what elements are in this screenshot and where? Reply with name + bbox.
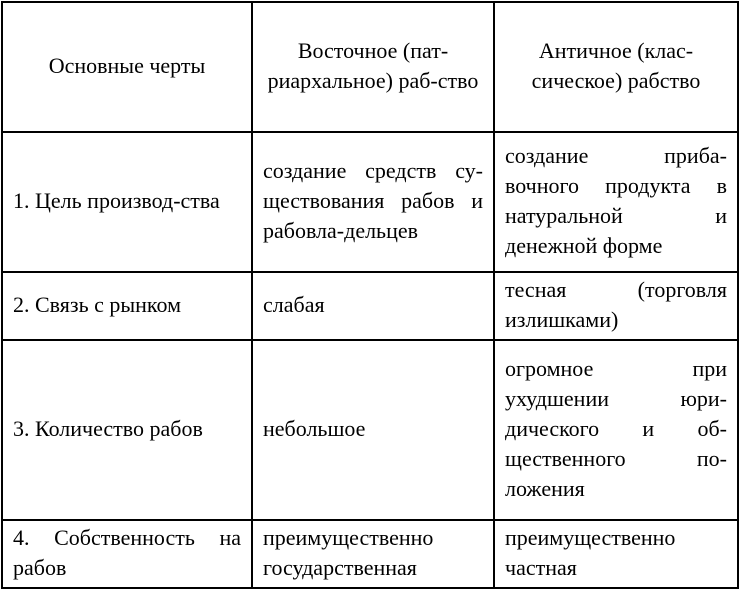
header-ancient-slavery: Античное (клас-сическое) рабство (494, 2, 738, 132)
ancient-cell: огромное при ухудшении юри-дического и об-щественного по-ложения (494, 340, 738, 520)
row-feature-cell: 1. Цель производ-ства (2, 132, 252, 272)
header-eastern-slavery: Восточное (пат-риархальное) раб-ство (252, 2, 494, 132)
ancient-cell: создание приба-вочного продукта в натуральной и денежной форме (494, 132, 738, 272)
row-feature-cell: 3. Количество рабов (2, 340, 252, 520)
table-row (2, 272, 738, 340)
slavery-comparison-table (1, 1, 739, 589)
row-feature-cell: 4. Собственность на рабов (2, 520, 252, 588)
eastern-cell: преимущественно государственная (252, 520, 494, 588)
eastern-cell: создание средств су-ществования рабов и рабовла-дельцев (252, 132, 494, 272)
row-feature-cell: 2. Связь с рынком (2, 272, 252, 340)
eastern-cell: небольшое (252, 340, 494, 520)
table-row (2, 340, 738, 520)
ancient-cell: тесная (торговля излишками) (494, 272, 738, 340)
eastern-cell: слабая (252, 272, 494, 340)
ancient-cell: преимущественно частная (494, 520, 738, 588)
header-features: Основные черты (2, 2, 252, 132)
table-row (2, 132, 738, 272)
header-row (2, 2, 738, 132)
table-row (2, 520, 738, 588)
